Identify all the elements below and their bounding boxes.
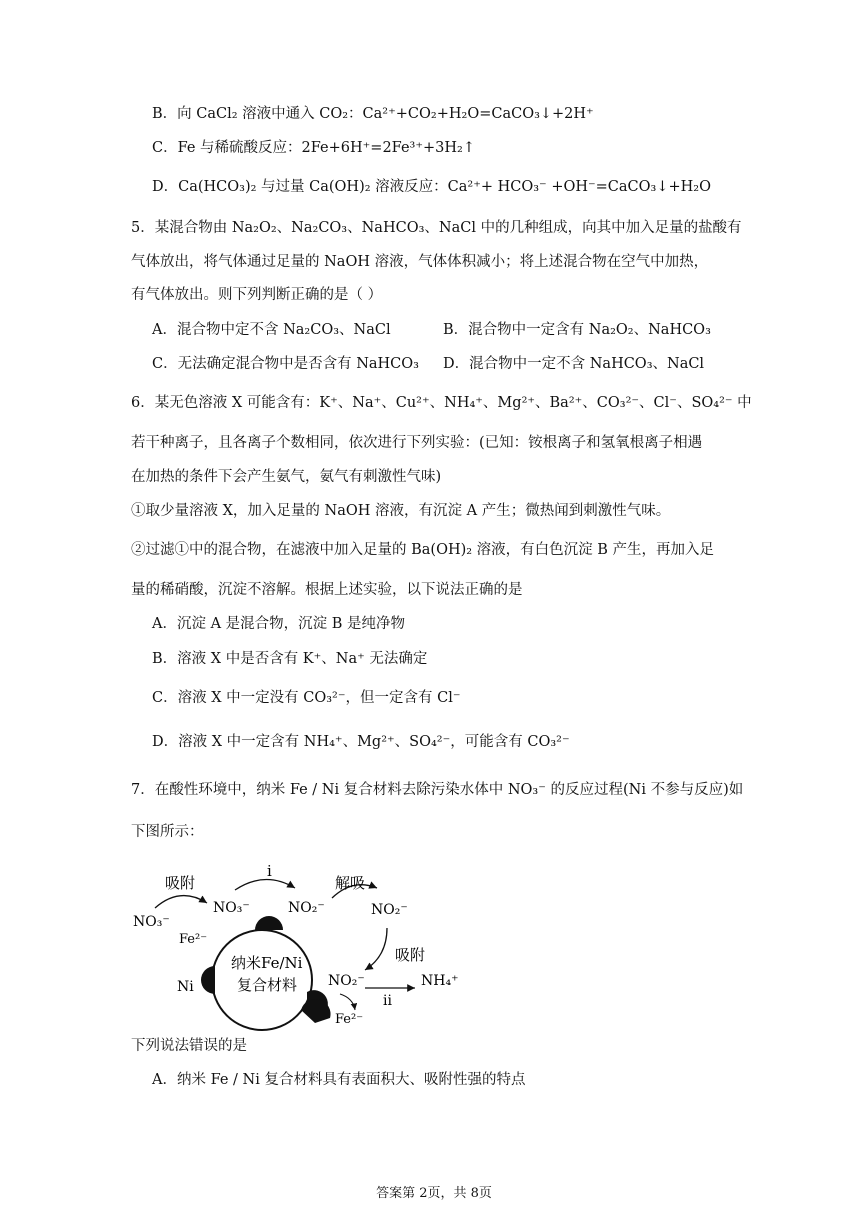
text-line-q6a: A．沉淀 A 是混合物，沉淀 B 是纯净物 [152, 616, 406, 632]
text-line-q4c: C．Fe 与稀硫酸反应：2Fe+6H⁺=2Fe³⁺+3H₂↑ [152, 140, 475, 156]
text-line-q6-s1: ①取少量溶液 X，加入足量的 NaOH 溶液，有沉淀 A 产生；微热闻到刺激性气味。 [131, 503, 671, 519]
text-line-q4d: D．Ca(HCO₃)₂ 与过量 Ca(OH)₂ 溶液反应：Ca²⁺+ HCO₃⁻ +OH⁻=CaCO₃↓+H₂O [152, 179, 711, 195]
text-line-q5d: D．混合物中一定不含 NaHCO₃、NaCl [443, 356, 705, 372]
arrow-fe-release [340, 994, 355, 1010]
text-line-q5c: C．无法确定混合物中是否含有 NaHCO₃ [152, 356, 419, 372]
text-line-q6c: C．溶液 X 中一定没有 CO₃²⁻，但一定含有 Cl⁻ [152, 690, 461, 706]
species-no2-adsorbed: NO₂⁻ [288, 900, 325, 916]
label-desorb: 解吸 [335, 874, 366, 892]
text-line-q7a: A．纳米 Fe / Ni 复合材料具有表面积大、吸附性强的特点 [152, 1072, 526, 1088]
ni-lobe-left [201, 966, 215, 994]
arrow-adsorb2 [365, 928, 387, 970]
text-line-q7-l1: 7．在酸性环境中，纳米 Fe / Ni 复合材料去除污染水体中 NO₃⁻ 的反应过程(Ni 不参与反应)如 [131, 782, 744, 798]
species-nh4: NH₄⁺ [421, 973, 459, 989]
text-line-q5-l3: 有气体放出。则下列判断正确的是（ ） [131, 287, 383, 303]
text-line-q5-l1: 5．某混合物由 Na₂O₂、Na₂CO₃、NaHCO₃、NaCl 中的几种组成，向其中加入足量的盐酸有 [131, 220, 742, 236]
text-line-q6d: D．溶液 X 中一定含有 NH₄⁺、Mg²⁺、SO₄²⁻，可能含有 CO₃²⁻ [152, 734, 570, 750]
center-label-1: 纳米Fe/Ni [231, 954, 303, 972]
species-fe2-bottom: Fe²⁻ [335, 1012, 364, 1027]
text-line-q7-stem: 下列说法错误的是 [131, 1038, 247, 1054]
text-line-q6-l1: 6．某无色溶液 X 可能含有：K⁺、Na⁺、Cu²⁺、NH₄⁺、Mg²⁺、Ba²⁺、CO₃²⁻、Cl⁻、SO₄²⁻ 中 [131, 395, 752, 411]
text-line-q7-l2: 下图所示： [131, 824, 204, 840]
center-label-2: 复合材料 [237, 976, 298, 994]
label-adsorb2: 吸附 [395, 946, 426, 964]
species-ni: Ni [177, 979, 194, 995]
text-line-q5a: A．混合物中定不含 Na₂CO₃、NaCl [152, 322, 391, 338]
species-fe2-top: Fe²⁻ [179, 932, 208, 947]
text-line-q6-l2: 若干种离子，且各离子个数相同，依次进行下列实验：(已知：铵根离子和氢氧根离子相遇 [131, 435, 703, 451]
text-line-q6b: B．溶液 X 中是否含有 K⁺、Na⁺ 无法确定 [152, 651, 428, 667]
reaction-diagram [125, 858, 465, 1038]
label-step-ii: ii [383, 993, 392, 1009]
label-step-i: i [267, 862, 272, 880]
species-no2-adsorbed2: NO₂⁻ [328, 973, 365, 989]
text-line-q6-s3: 量的稀硝酸，沉淀不溶解。根据上述实验，以下说法正确的是 [131, 582, 523, 598]
fe-lobe-top [255, 916, 283, 930]
label-adsorb1: 吸附 [165, 874, 196, 892]
text-line-q5b: B．混合物中一定含有 Na₂O₂、NaHCO₃ [443, 322, 711, 338]
species-no2-free: NO₂⁻ [371, 902, 408, 918]
text-line-q6-l3: 在加热的条件下会产生氨气，氨气有刺激性气味) [131, 469, 442, 485]
arrow-step-i [235, 879, 295, 890]
text-line-q4b: B．向 CaCl₂ 溶液中通入 CO₂：Ca²⁺+CO₂+H₂O=CaCO₃↓+2H⁺ [152, 106, 594, 122]
species-no3-adsorbed: NO₃⁻ [213, 900, 250, 916]
species-no3-free: NO₃⁻ [133, 914, 170, 930]
arrow-adsorb1 [155, 896, 207, 908]
page-footer: 答案第 2页，共 8页 [376, 1186, 492, 1201]
text-line-q6-s2: ②过滤①中的混合物，在滤液中加入足量的 Ba(OH)₂ 溶液，有白色沉淀 B 产生，再加入足 [131, 542, 715, 558]
text-line-q5-l2: 气体放出，将气体通过足量的 NaOH 溶液，气体体积减小；将上述混合物在空气中加热， [131, 254, 709, 270]
